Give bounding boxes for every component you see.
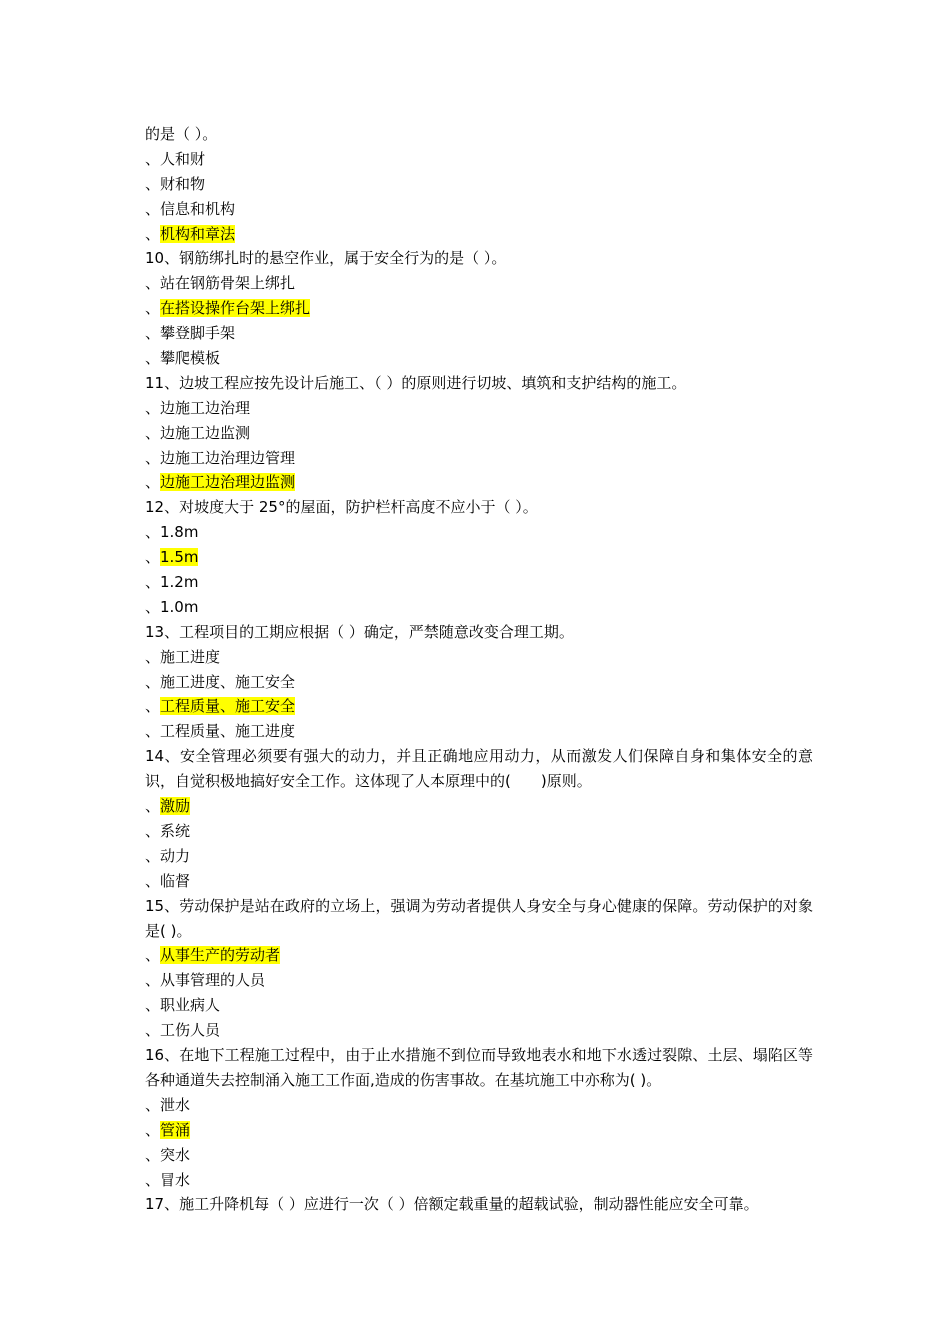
option: 、1.0m — [145, 597, 199, 616]
option: 、信息和机构 — [145, 199, 236, 218]
question-13 — [145, 620, 813, 744]
option: 、临督 — [145, 871, 191, 890]
option: 、边施工边监测 — [145, 423, 251, 442]
question-14 — [145, 744, 813, 893]
option-answer — [145, 1118, 813, 1143]
option: 、系统 — [145, 821, 191, 840]
option-prefix: 、 — [145, 548, 161, 567]
option: 、边施工边治理边管理 — [145, 448, 296, 467]
option: 、站在钢筋骨架上绑扎 — [145, 274, 296, 293]
question-10 — [145, 246, 813, 370]
answer-highlight: 1.5m — [160, 548, 199, 567]
option: 、攀登脚手架 — [145, 324, 236, 343]
answer-highlight: 管涌 — [160, 1120, 191, 1139]
question-text: 15、劳动保护是站在政府的立场上，强调为劳动者提供人身安全与身心健康的保障。劳动保护的对象是( )。 — [145, 896, 813, 940]
option: 、财和物 — [145, 174, 206, 193]
option-prefix: 、 — [145, 224, 161, 243]
question-17 — [145, 1192, 813, 1217]
option-prefix: 、 — [145, 797, 161, 816]
question-9-options — [145, 147, 813, 247]
answer-highlight: 在搭设操作台架上绑扎 — [160, 299, 311, 318]
option-answer — [145, 470, 813, 495]
option-prefix: 、 — [145, 1120, 161, 1139]
answer-highlight: 机构和章法 — [160, 224, 236, 243]
option: 、冒水 — [145, 1170, 191, 1189]
option-prefix: 、 — [145, 946, 161, 965]
question-text: 17、施工升降机每（ ）应进行一次（ ）倍额定载重量的超载试验，制动器性能应安全可靠。 — [145, 1195, 759, 1214]
option-answer — [145, 943, 813, 968]
question-11 — [145, 371, 813, 495]
question-text: 10、钢筋绑扎时的悬空作业，属于安全行为的是（ ）。 — [145, 249, 507, 268]
option-prefix: 、 — [145, 473, 161, 492]
question-16 — [145, 1043, 813, 1192]
option-prefix: 、 — [145, 697, 161, 716]
question-text: 14、安全管理必须要有强大的动力，并且正确地应用动力，从而激发人们保障自身和集体安全的意识，自觉积极地搞好安全工作。这体现了人本原理中的( )原则。 — [145, 747, 813, 791]
answer-highlight: 边施工边治理边监测 — [160, 473, 296, 492]
option: 、施工进度 — [145, 647, 221, 666]
option: 、从事管理的人员 — [145, 971, 266, 990]
answer-highlight: 工程质量、施工安全 — [160, 697, 296, 716]
answer-highlight: 激励 — [160, 797, 191, 816]
option-answer — [145, 694, 813, 719]
option: 、人和财 — [145, 149, 206, 168]
option: 、职业病人 — [145, 996, 221, 1015]
option: 、泄水 — [145, 1095, 191, 1114]
document-body — [145, 122, 813, 1217]
question-9-tail: 的是（ ）。 — [145, 125, 218, 143]
question-15 — [145, 894, 813, 1043]
option: 、工伤人员 — [145, 1021, 221, 1040]
answer-highlight: 从事生产的劳动者 — [160, 946, 281, 965]
option: 、动力 — [145, 846, 191, 865]
option-answer — [145, 545, 813, 570]
question-text: 13、工程项目的工期应根据（ ）确定，严禁随意改变合理工期。 — [145, 622, 574, 641]
option: 、突水 — [145, 1145, 191, 1164]
option-answer — [145, 296, 813, 321]
option: 、攀爬模板 — [145, 349, 221, 368]
option: 、施工进度、施工安全 — [145, 672, 296, 691]
question-text: 16、在地下工程施工过程中，由于止水措施不到位而导致地表水和地下水透过裂隙、土层、塌陷区等各种通道失去控制涌入施工工作面,造成的伤害事故。在基坑施工中亦称为( )。 — [145, 1046, 813, 1089]
option: 、工程质量、施工进度 — [145, 722, 296, 741]
option-prefix: 、 — [145, 299, 161, 318]
option-answer — [145, 222, 813, 247]
question-12 — [145, 495, 813, 619]
option: 、1.2m — [145, 573, 199, 592]
option-answer — [145, 794, 813, 819]
question-text: 11、边坡工程应按先设计后施工、（ ）的原则进行切坡、填筑和支护结构的施工。 — [145, 373, 687, 392]
question-text: 12、对坡度大于 25°的屋面，防护栏杆高度不应小于（ ）。 — [145, 498, 538, 517]
option: 、边施工边治理 — [145, 398, 251, 417]
option: 、1.8m — [145, 523, 199, 542]
